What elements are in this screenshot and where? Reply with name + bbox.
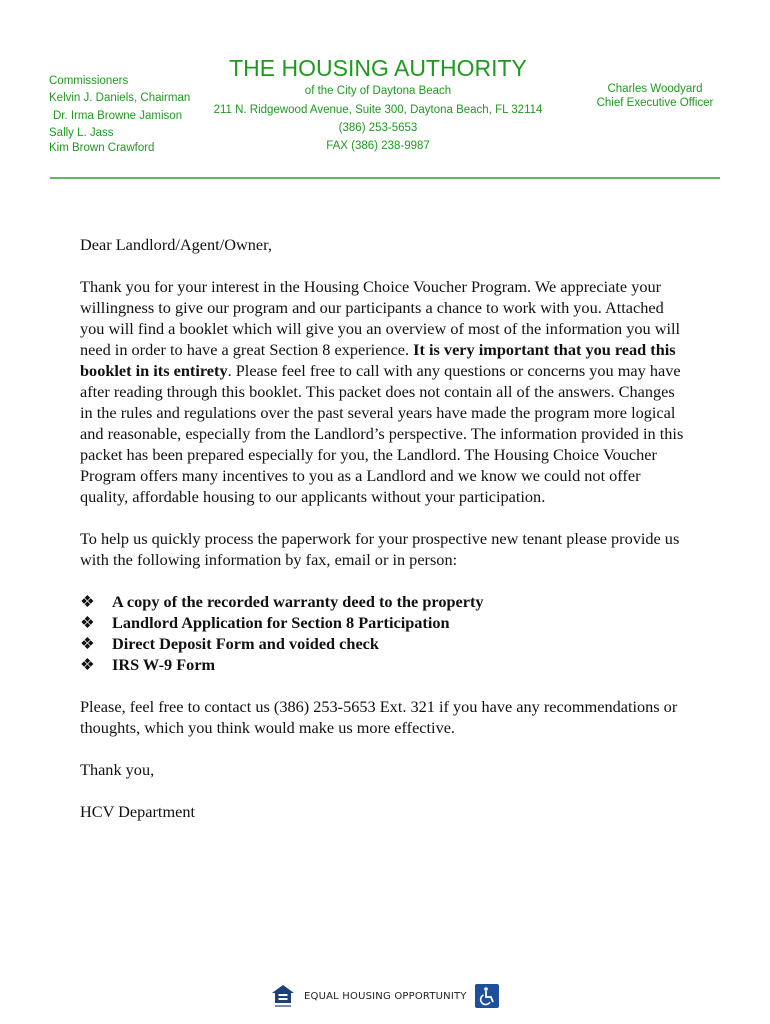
accessibility-icon	[475, 984, 499, 1008]
diamond-bullet-icon: ❖	[80, 655, 95, 674]
closing: Thank you,	[80, 760, 155, 779]
org-phone: (386) 253-5653	[338, 122, 418, 134]
diamond-bullet-icon: ❖	[80, 634, 95, 653]
diamond-bullet-icon: ❖	[80, 613, 95, 632]
equal-housing-text: EQUAL HOUSING OPPORTUNITY	[304, 990, 467, 1002]
intro-emphasis: It is very important that you read this booklet in its entirety	[80, 340, 676, 380]
commissioner: Sally L. Jass	[49, 127, 114, 139]
list-item-text: Direct Deposit Form and voided check	[112, 634, 379, 653]
paragraph-intro	[80, 276, 690, 507]
org-title: THE HOUSING AUTHORITY	[229, 55, 527, 81]
commissioner: Kim Brown Crawford	[49, 142, 155, 154]
diamond-bullet-icon: ❖	[80, 592, 95, 611]
list-item-text: Landlord Application for Section 8 Participation	[112, 613, 450, 632]
list-item	[80, 654, 690, 675]
ceo-name: Charles Woodyard	[607, 83, 703, 95]
org-fax: FAX (386) 238-9987	[326, 140, 430, 152]
paragraph-request: To help us quickly process the paperwork for your prospective new tenant please provide us with the following information by fax, email or in person:	[80, 529, 680, 569]
list-item	[80, 591, 690, 612]
list-item-text: A copy of the recorded warranty deed to the property	[112, 592, 484, 611]
ceo-title: Chief Executive Officer	[596, 97, 714, 109]
equal-housing-logo-icon	[270, 983, 296, 1009]
letter-body	[80, 234, 690, 843]
intro-text-cont: . Please feel free to call with any questions or concerns you may have after reading through this booklet. This packet does not contain all of the answers. Changes in the rules and regulations over the past several years have made the program more logical and reasonable, especially from the Landlord’s perspective. The information provided in this packet has been prepared especially for you, the Landlord. The Housing Choice Voucher Program offers many incentives to you as a Landlord and we know we could not offer quality, affordable housing to our applicants without your participation.	[80, 361, 684, 506]
letterhead-divider	[50, 177, 720, 179]
list-item	[80, 633, 690, 654]
required-documents-list	[80, 591, 690, 675]
footer	[270, 983, 499, 1009]
ceo-block	[590, 82, 720, 110]
commissioner: Kelvin J. Daniels, Chairman	[49, 92, 191, 104]
signature: HCV Department	[80, 802, 196, 821]
org-address: 211 N. Ridgewood Avenue, Suite 300, Daytona Beach, FL 32114	[213, 104, 543, 116]
paragraph-contact: Please, feel free to contact us (386) 253-5653 Ext. 321 if you have any recommendations or thoughts, which you think would make us more effective.	[80, 697, 678, 737]
list-item-text: IRS W-9 Form	[112, 655, 216, 674]
list-item	[80, 612, 690, 633]
commissioner: Dr. Irma Browne Jamison	[53, 110, 183, 122]
intro-text: Thank you for your interest in the Housing Choice Voucher Program. We appreciate your willingness to give our program and our participants a chance to work with you. Attached you will find a booklet which will give you an overview of most of the information you will need in order to have a great Section 8 experience.	[80, 277, 681, 359]
commissioners-label: Commissioners	[49, 75, 129, 87]
org-subtitle: of the City of Daytona Beach	[304, 85, 452, 97]
salutation: Dear Landlord/Agent/Owner,	[80, 235, 272, 254]
